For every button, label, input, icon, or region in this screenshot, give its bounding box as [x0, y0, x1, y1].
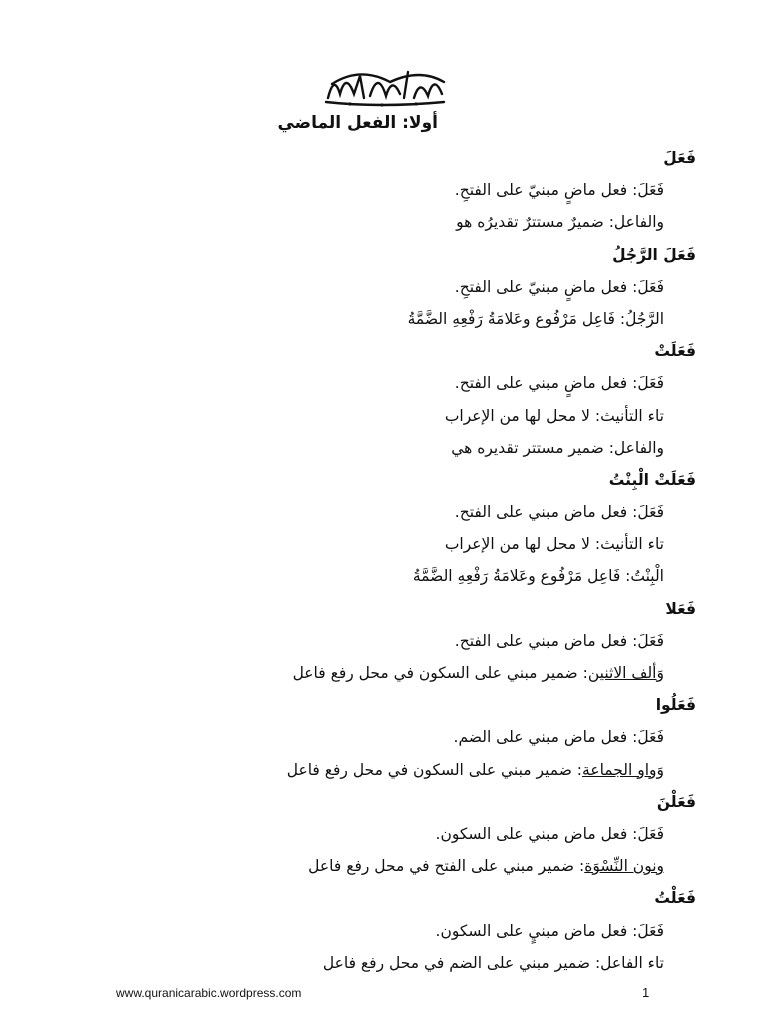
analysis-line: فَعَلَ: فعل ماضٍ مبنيّ على الفتحِ. — [454, 277, 664, 296]
page-number: 1 — [642, 985, 650, 1000]
underlined-term: ونون النِّسْوَة — [584, 857, 664, 876]
underlined-term: ألف الاثنين — [587, 664, 657, 682]
analysis-line: فَعَلَ: فعل ماض مبني على الفتح. — [454, 503, 664, 522]
analysis-line: والفاعل: ضميرٌ مستترٌ تقديرُه هو — [456, 213, 664, 232]
footer-url[interactable]: www.quranicarabic.wordpress.com — [116, 986, 302, 1000]
underlined-term: واو الجماعة — [582, 760, 657, 779]
analysis-line: فَعَلَ: فعل ماضٍ مبنيّ على الفتحِ. — [454, 181, 664, 200]
content-body — [56, 142, 696, 979]
line-prefix: وَ — [656, 664, 664, 682]
line-rest: : ضمير مبني على السكون في محل رفع فاعل — [286, 760, 583, 779]
section-heading: فَعَلُوا — [655, 696, 696, 715]
analysis-line: تاء التأنيث: لا محل لها من الإعراب — [444, 406, 664, 425]
analysis-line: تاء التأنيث: لا محل لها من الإعراب — [444, 535, 664, 554]
calligraphy-logo-icon — [320, 64, 450, 108]
analysis-line: تاء الفاعل: ضمير مبني على الضم في محل رفع فاعل — [322, 953, 664, 972]
line-prefix: وَ — [656, 760, 664, 779]
section-heading: فَعَلا — [665, 599, 696, 618]
section-heading: فَعَلْتُ — [654, 889, 696, 908]
section-heading: فَعَلَ — [663, 149, 696, 167]
analysis-line: الرَّجُلُ: فَاعِل مَرْفُوع وعَلامَةُ رَفْعِهِ الضَّمَّةُ — [407, 309, 664, 328]
analysis-line: الْبِنْتُ: فَاعِل مَرْفُوع وعَلامَةُ رَفْعِهِ الضَّمَّةُ — [412, 567, 664, 586]
section-heading: فَعَلَتْ الْبِنْتُ — [608, 470, 696, 489]
line-rest: : ضمير مبني على الفتح في محل رفع فاعل — [308, 857, 585, 876]
analysis-line: فَعَلَ: فعل ماضٍ مبني على الفتح. — [454, 374, 664, 393]
analysis-line: فَعَلَ: فعل ماض مبني على السكون. — [435, 824, 664, 843]
calligraphy-logo — [320, 64, 450, 108]
section-heading: فَعَلَتْ — [654, 342, 696, 361]
analysis-line: فَعَلَ: فعل ماض مبنيٍ على السكون. — [435, 921, 664, 940]
analysis-line: فَعَلَ: فعل ماض مبني على الفتح. — [454, 631, 664, 650]
line-rest: : ضمير مبني على السكون في محل رفع فاعل — [292, 664, 588, 682]
analysis-line: فَعَلَ: فعل ماض مبني على الضم. — [453, 728, 664, 747]
page-title: أولا: الفعل الماضي — [277, 113, 438, 133]
section-heading: فَعَلَ الرَّجُلُ — [612, 245, 696, 264]
analysis-line: والفاعل: ضمير مستتر تقديره هي — [451, 438, 664, 457]
section-heading: فَعَلْنَ — [656, 792, 696, 811]
analysis-line — [56, 850, 696, 882]
analysis-line — [56, 754, 696, 786]
analysis-line — [56, 657, 696, 689]
